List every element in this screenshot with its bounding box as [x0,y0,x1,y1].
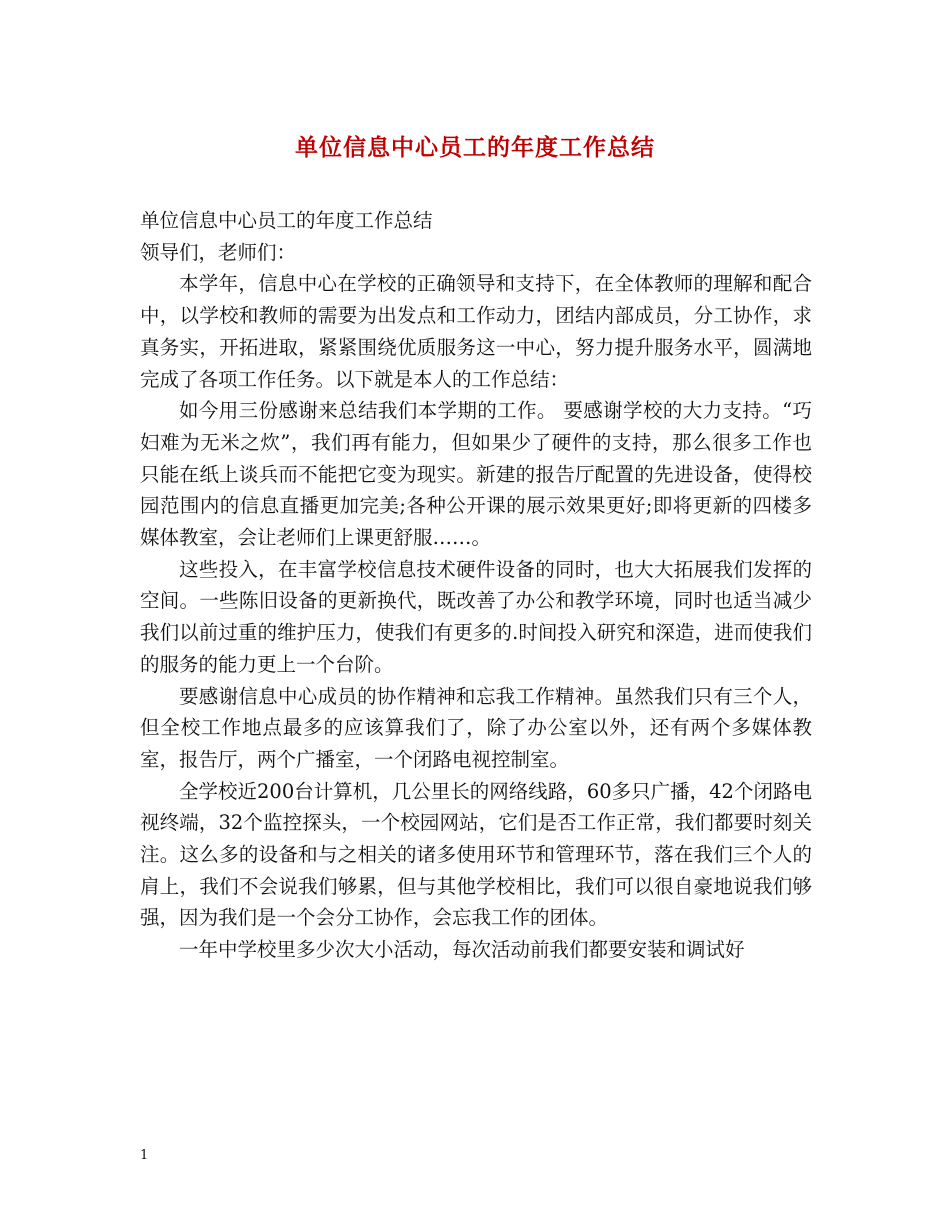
document-body [140,205,812,966]
paragraph-thanks-team: 要感谢信息中心成员的协作精神和忘我工作精神。虽然我们只有三个人，但全校工作地点最多的应该算我们了，除了办公室以外，还有两个多媒体教室，报告厅，两个广播室，一个闭路电视控制室。 [140,684,812,771]
document-title: 单位信息中心员工的年度工作总结 [295,135,655,161]
paragraph-activities: 一年中学校里多少次大小活动，每次活动前我们都要安装和调试好 [179,938,745,962]
paragraph-investment: 这些投入，在丰富学校信息技术硬件设备的同时，也大大拓展我们发挥的空间。一些陈旧设备的更新换代，既改善了办公和教学环境，同时也适当减少我们以前过重的维护压力，使我们有更多的.时间投入研究和深造，进而使我们的服务的能力更上一个台阶。 [140,557,812,676]
paragraph-equipment: 全学校近200台计算机，几公里长的网络线路，60多只广播，42个闭路电视终端，32个监控探头，一个校园网站，它们是否工作正常，我们都要时刻关注。这么多的设备和与之相关的诸多使用环节和管理环节，落在我们三个人的肩上，我们不会说我们够累，但与其他学校相比，我们可以很自豪地说我们够强，因为我们是一个会分工协作，会忘我工作的团体。 [140,779,812,930]
page-number: 1 [140,1148,149,1163]
salutation-line: 领导们，老师们： [140,240,297,264]
paragraph-thanks-school: 如今用三份感谢来总结我们本学期的工作。 要感谢学校的大力支持。“巧妇难为无米之炊”，我们再有能力，但如果少了硬件的支持，那么很多工作也只能在纸上谈兵而不能把它变为现实。新建的报告厅配置的先进设备，使得校园范围内的信息直播更加完美;各种公开课的展示效果更好;即将更新的四楼多媒体教室，会让老师们上课更舒服……。 [140,399,812,550]
paragraph-intro: 本学年，信息中心在学校的正确领导和支持下，在全体教师的理解和配合中，以学校和教师的需要为出发点和工作动力，团结内部成员，分工协作，求真务实，开拓进取，紧紧围绕优质服务这一中心，努力提升服务水平，圆满地完成了各项工作任务。以下就是本人的工作总结： [140,272,812,391]
subtitle-line: 单位信息中心员工的年度工作总结 [140,209,433,232]
